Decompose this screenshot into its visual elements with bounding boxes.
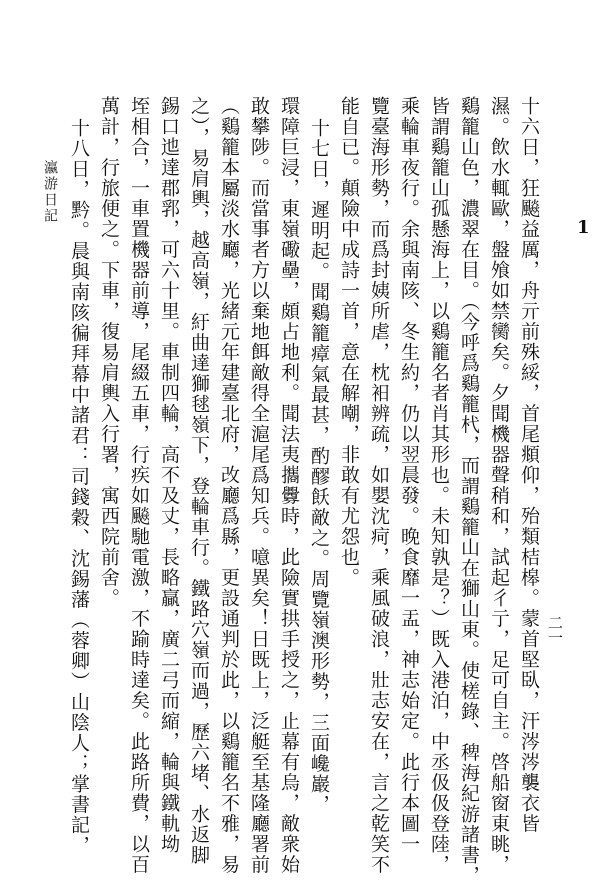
text-column: 十八日，黔。晨與南陔徧拜幕中諸君：司錢穀、沈錫藩（蓉卿）山陰人；掌書記， [68,118,90,856]
text-column: 覽臺海形勢，而爲封姨所虐，枕衵辨疏，如嬰沈疴，乘風破浪，壯志安在，言之乾笑不 [368,96,390,875]
text-column: 濕。飲水輒歐，盤飧如禁臠矣。夕聞機器聲稍和，試起彳亍，足可自主。啓船窗東眺， [488,96,510,875]
text-column: 垤相合，一車置機器前導，尾綴五車，行疾如飈馳電激，不踰時達矣。此路所費，以百 [128,96,150,875]
running-head: 瀛游日記 [42,160,58,224]
text-column: 十六日，狂飈益厲，舟亓前殊綏，首尾頫仰，殆類桔槔。蒙首堅臥，汗涔涔襲衣皆 [518,96,540,834]
text-column: 之），易肩輿，越高嶺，紆曲達獅毬嶺下，登輪車行。鐵路穴嶺而過，歷六堵、水返脚 [188,96,210,866]
text-column: 皆謂鷄籠山孤懸海上，以鷄籠名者肖其形也。未知孰是？）既入港泊，中丞伋伋登陸， [428,96,450,875]
margin-mark: 1 [577,217,590,238]
text-column: （鷄籠本屬淡水廳，光緒元年建臺北府，改廳爲縣，更設通判於此，以鷄籠名不雅，易 [218,96,240,875]
text-column: 敢攀陟。而當事者方以棄地餌敵得全滬尾爲知兵。噫異矣！日既上，泛艇至基隆廳署前 [248,96,270,875]
text-column: 環障巨浸，東嶺礮壘，頗占地利。聞法夷攜釁時，此險實拱手授之，止幕有烏，敵衆始 [278,96,300,875]
text-column: 錫口迆達郡郛，可六十里。車制四輪，高不及丈，長略贏，廣二弓而縮，輪與鐵軌坳 [158,96,180,855]
text-column: 鷄籠山色，濃翠在目。（今呼爲鷄籠杙，而謂鷄籠山在獅山東。使槎錄、稗海紀游諸書， [458,96,480,886]
page-number: 二一 [546,615,564,645]
text-column: 萬計，行旅便之。下車，復易肩輿入行署，寓西院前舍。 [98,96,120,609]
text-column: 十七日，遲明起。聞鷄籠瘴氣最甚，酌醪飫敵之。周覽嶺澳形勢，三面巉巖， [308,118,330,815]
text-column: 乘輪車夜行。余與南陔、冬生約，仍以翌晨發。晚食靡一盂，神志始定。此行本圖一 [398,96,420,855]
text-column: 能自已。顛險中成詩一首，意在解嘲，非敢有尤怨也。 [338,96,360,588]
